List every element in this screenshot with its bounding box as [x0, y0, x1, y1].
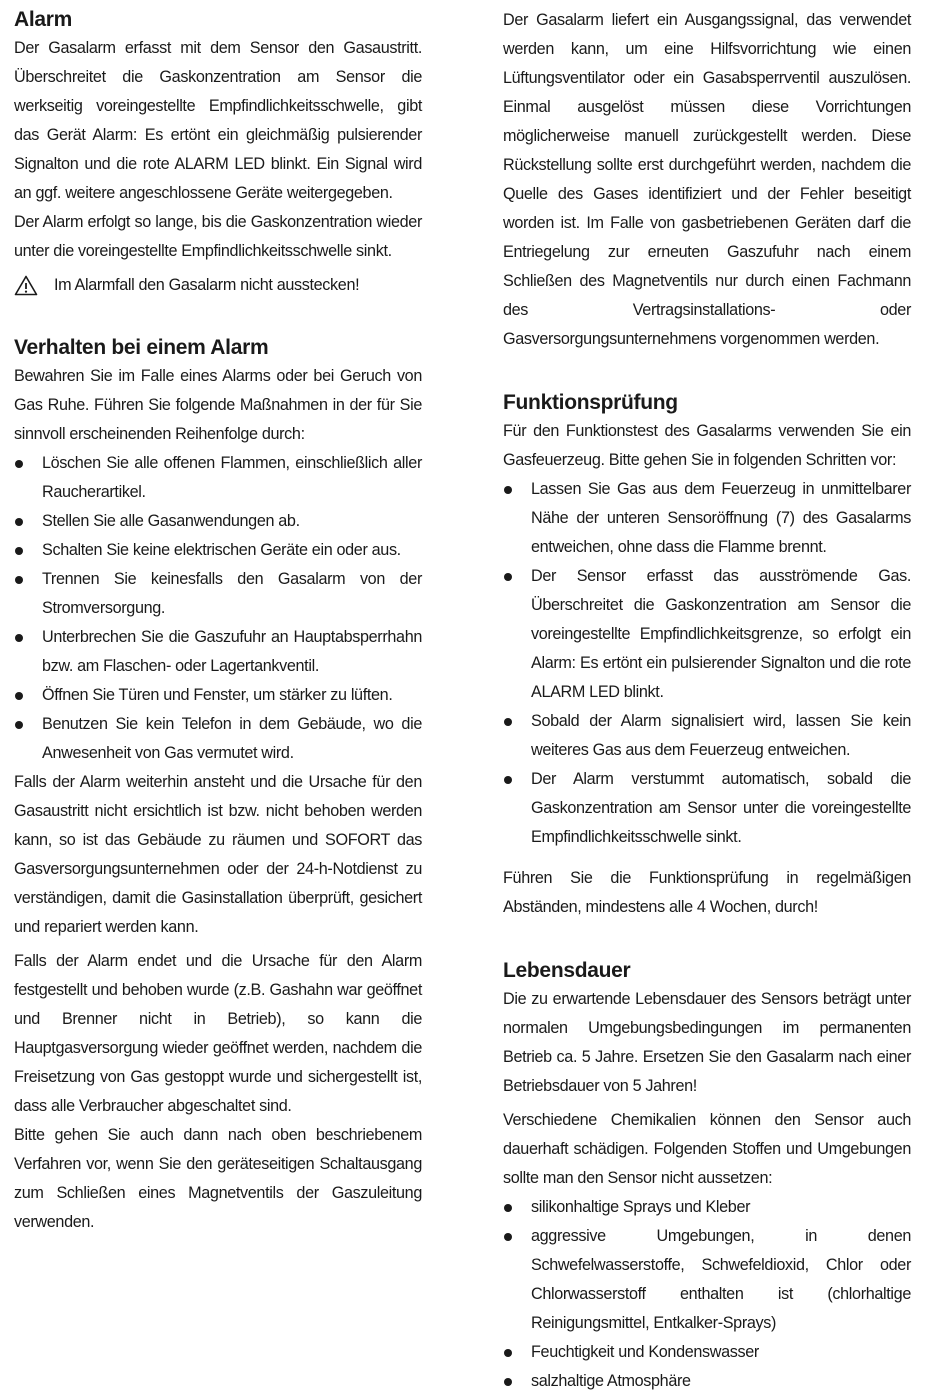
verhalten-list: [14, 449, 422, 768]
bullet-icon: [15, 460, 23, 468]
section-funktionspruefung: [503, 389, 911, 922]
bullet-icon: [504, 1204, 512, 1212]
list-item: Unterbrechen Sie die Gaszufuhr an Hauptabsperrhahn bzw. am Flaschen- oder Lagertankventil.: [14, 623, 422, 681]
warning-text: Im Alarmfall den Gasalarm nicht ausstecken!: [54, 276, 360, 294]
list-item: Öffnen Sie Türen und Fenster, um stärker zu lüften.: [14, 681, 422, 710]
list-item: Feuchtigkeit und Kondenswasser: [503, 1338, 911, 1367]
alarm-paragraph-2: Der Alarm erfolgt so lange, bis die Gaskonzentration wieder unter die voreingestellte Empfindlichkeitsschwelle sinkt.: [14, 213, 422, 260]
bullet-icon: [504, 1378, 512, 1386]
bullet-icon: [504, 1349, 512, 1357]
bullet-icon: [15, 634, 23, 642]
heading-lebensdauer: Lebensdauer: [503, 959, 631, 982]
list-item: Stellen Sie alle Gasanwendungen ab.: [14, 507, 422, 536]
section-alarm: [14, 6, 422, 300]
lebensdauer-list: [503, 1193, 911, 1396]
bullet-icon: [504, 573, 512, 581]
list-item: Sobald der Alarm signalisiert wird, lassen Sie kein weiteres Gas aus dem Feuerzeug entweichen.: [503, 707, 911, 765]
warning-note: [14, 271, 422, 300]
right-column: [503, 6, 911, 1396]
heading-alarm: Alarm: [14, 8, 73, 31]
heading-funktionspruefung: Funktionsprüfung: [503, 391, 678, 414]
verhalten-paragraph-1: Falls der Alarm weiterhin ansteht und die Ursache für den Gasaustritt nicht ersichtlich ist bzw. nicht behoben werden kann, so ist das Gebäude zu räumen und SOFORT das Gasversorgungsunternehmen oder der 24-h-Notdienst zu verständigen, damit die Gasinstallation überprüft, gesichert und repariert werden kann.: [14, 773, 422, 936]
list-item: Trennen Sie keinesfalls den Gasalarm von der Stromversorgung.: [14, 565, 422, 623]
bullet-icon: [15, 518, 23, 526]
left-column: [14, 6, 422, 1242]
bullet-icon: [15, 721, 23, 729]
heading-verhalten: Verhalten bei einem Alarm: [14, 336, 269, 359]
section-lebensdauer: [503, 957, 911, 1396]
funktion-intro: Für den Funktionstest des Gasalarms verwenden Sie ein Gasfeuerzeug. Bitte gehen Sie in folgenden Schritten vor:: [503, 422, 911, 469]
list-item: Löschen Sie alle offenen Flammen, einschließlich aller Raucherartikel.: [14, 449, 422, 507]
list-item: salzhaltige Atmosphäre: [503, 1367, 911, 1396]
funktion-list: [503, 475, 911, 852]
list-item: Benutzen Sie kein Telefon in dem Gebäude, wo die Anwesenheit von Gas vermutet wird.: [14, 710, 422, 768]
list-item: Der Sensor erfasst das ausströmende Gas. Überschreitet die Gaskonzentration am Sensor die voreingestellte Empfindlichkeitsgrenze, so erfolgt ein Alarm: Es ertönt ein pulsierender Signalton und die rote ALARM LED blinkt.: [503, 562, 911, 707]
list-item: Lassen Sie Gas aus dem Feuerzeug in unmittelbarer Nähe der unteren Sensoröffnung (7) des Gasalarms entweichen, ohne dass die Flamme brennt.: [503, 475, 911, 562]
list-item: silikonhaltige Sprays und Kleber: [503, 1193, 911, 1222]
list-item: Schalten Sie keine elektrischen Geräte ein oder aus.: [14, 536, 422, 565]
list-item: Der Alarm verstummt automatisch, sobald die Gaskonzentration am Sensor unter die voreingestellte Empfindlichkeitsschwelle sinkt.: [503, 765, 911, 852]
lebensdauer-paragraph-1: Die zu erwartende Lebensdauer des Sensors beträgt unter normalen Umgebungsbedingungen im permanenten Betrieb ca. 5 Jahre. Ersetzen Sie den Gasalarm nach einer Betriebsdauer von 5 Jahren!: [503, 990, 911, 1095]
list-item: aggressive Umgebungen, in denen Schwefelwasserstoffe, Schwefeldioxid, Chlor oder Chlorwasserstoff enthalten ist (chlorhaltige Reinigungsmittel, Entkalker-Sprays): [503, 1222, 911, 1338]
section-verhalten: [14, 334, 422, 1237]
bullet-icon: [504, 718, 512, 726]
verhalten-paragraph-2: Falls der Alarm endet und die Ursache für den Alarm festgestellt und behoben wurde (z.B. Gashahn war geöffnet und Brenner nicht in Betrieb), so kann die Hauptgasversorgung wieder geöffnet werden, nachdem die Freisetzung von Gas gestoppt wurde und sichergestellt ist, dass alle Verbraucher abgeschaltet sind.: [14, 952, 422, 1115]
bullet-icon: [504, 1233, 512, 1241]
warning-triangle-icon: [14, 275, 38, 296]
bullet-icon: [504, 776, 512, 784]
bullet-icon: [15, 547, 23, 555]
ausgangssignal-paragraph: Der Gasalarm liefert ein Ausgangssignal, das verwendet werden kann, um eine Hilfsvorrichtung wie einen Lüftungsventilator oder ein Gasabsperrventil auszulösen. Einmal ausgelöst müssen diese Vorrichtungen möglicherweise manuell zurückgestellt werden. Diese Rückstellung sollte erst durchgeführt werden, nachdem die Quelle des Gases identifiziert und der Fehler beseitigt worden ist. Im Falle von gasbetriebenen Geräten darf die Entriegelung zur erneuten Gaszufuhr nach einem Schließen des Magnetventils nur durch einen Fachmann des Vertragsinstallations- oder Gasversorgungsunternehmens vorgenommen werden.: [503, 11, 911, 348]
verhalten-paragraph-3: Bitte gehen Sie auch dann nach oben beschriebenem Verfahren vor, wenn Sie den geräteseitigen Schaltausgang zum Schließen eines Magnetventils der Gaszuleitung verwenden.: [14, 1126, 422, 1231]
verhalten-intro: Bewahren Sie im Falle eines Alarms oder bei Geruch von Gas Ruhe. Führen Sie folgende Maßnahmen in der für Sie sinnvoll erscheinenden Reihenfolge durch:: [14, 367, 422, 443]
funktion-note: Führen Sie die Funktionsprüfung in regelmäßigen Abständen, mindestens alle 4 Wochen, durch!: [503, 869, 911, 916]
lebensdauer-paragraph-2: Verschiedene Chemikalien können den Sensor auch dauerhaft schädigen. Folgenden Stoffen und Umgebungen sollte man den Sensor nicht aussetzen:: [503, 1111, 911, 1187]
alarm-paragraph-1: Der Gasalarm erfasst mit dem Sensor den Gasaustritt. Überschreitet die Gaskonzentration am Sensor die werkseitig voreingestellte Empfindlichkeitsschwelle, gibt das Gerät Alarm: Es ertönt ein gleichmäßig pulsierender Signalton und die rote ALARM LED blinkt. Ein Signal wird an ggf. weitere angeschlossene Geräte weitergegeben.: [14, 39, 422, 202]
bullet-icon: [15, 576, 23, 584]
bullet-icon: [504, 486, 512, 494]
bullet-icon: [15, 692, 23, 700]
